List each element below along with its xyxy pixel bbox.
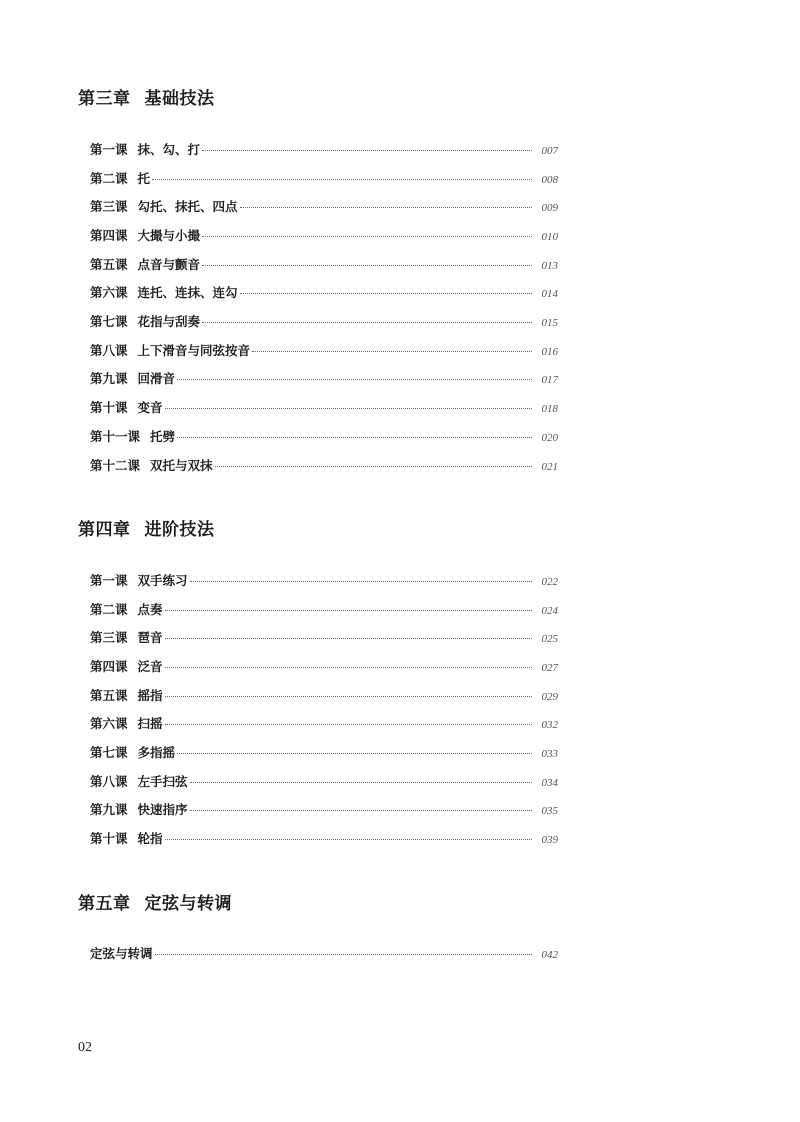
- lesson-number: 第四课: [90, 659, 128, 674]
- toc-entry[interactable]: [90, 283, 558, 303]
- page-ref: 027: [541, 662, 558, 674]
- page-ref: 017: [541, 374, 558, 386]
- page-ref: 020: [541, 432, 558, 444]
- lesson-title: 双托与双抹: [150, 458, 213, 473]
- dot-leader: [165, 638, 532, 639]
- lesson-number: 第四课: [90, 228, 128, 243]
- dot-leader: [165, 408, 532, 409]
- page-ref: 010: [541, 231, 558, 243]
- page-ref: 016: [541, 346, 558, 358]
- dot-leader: [155, 954, 532, 955]
- lesson-title: 双手练习: [137, 573, 188, 588]
- lesson-title: 多指摇: [137, 745, 176, 760]
- page-ref: 025: [541, 633, 558, 645]
- dot-leader: [152, 179, 532, 180]
- lesson-number: 第五课: [90, 688, 128, 703]
- dot-leader: [165, 724, 532, 725]
- dot-leader: [202, 265, 532, 266]
- toc-entry[interactable]: [90, 571, 558, 591]
- lesson-number: 第七课: [90, 745, 128, 760]
- lesson-number: 第十二课: [90, 458, 141, 473]
- page-ref: 042: [541, 949, 558, 961]
- page-ref: 032: [541, 719, 558, 731]
- toc-entry[interactable]: [90, 398, 558, 418]
- toc-entry[interactable]: [90, 427, 558, 447]
- page-ref: 009: [541, 202, 558, 214]
- lesson-title: 勾托、抹托、四点: [137, 199, 238, 214]
- toc-entry[interactable]: [90, 226, 558, 246]
- chapter-name: 定弦与转调: [144, 894, 232, 914]
- page-ref: 015: [541, 317, 558, 329]
- lesson-number: 第三课: [90, 630, 128, 645]
- lesson-title: 大撮与小撮: [137, 228, 201, 243]
- dot-leader: [190, 810, 532, 811]
- toc-entry[interactable]: [90, 600, 558, 620]
- lesson-title: 托: [137, 171, 151, 186]
- dot-leader: [165, 696, 532, 697]
- dot-leader: [165, 667, 532, 668]
- toc-entry[interactable]: [90, 714, 558, 734]
- dot-leader: [177, 437, 532, 438]
- dot-leader: [165, 839, 532, 840]
- lesson-title: 琶音: [137, 630, 163, 645]
- page-ref: 035: [541, 805, 558, 817]
- toc-entry[interactable]: [90, 456, 558, 476]
- lesson-title: 花指与刮奏: [137, 314, 201, 329]
- page-ref: 034: [541, 777, 558, 789]
- toc-entry[interactable]: [90, 829, 558, 849]
- chapter-number: 第三章: [78, 89, 131, 109]
- chapter-number: 第五章: [78, 894, 131, 914]
- page-ref: 021: [541, 461, 558, 473]
- chapter-name: 进阶技法: [144, 520, 215, 540]
- lesson-number: 第六课: [90, 716, 128, 731]
- page-ref: 039: [541, 834, 558, 846]
- dot-leader: [202, 322, 532, 323]
- lesson-number: 第九课: [90, 371, 128, 386]
- chapter-number: 第四章: [78, 520, 131, 540]
- page-ref: 014: [541, 288, 558, 300]
- chapter-title: [78, 515, 215, 540]
- toc-entry[interactable]: [90, 312, 558, 332]
- toc-entry[interactable]: [90, 772, 558, 792]
- toc-entry[interactable]: [90, 944, 558, 964]
- chapter-title: [78, 84, 215, 109]
- lesson-number: 第八课: [90, 774, 128, 789]
- lesson-number: 第八课: [90, 343, 128, 358]
- toc-entry[interactable]: [90, 657, 558, 677]
- toc-entry[interactable]: [90, 197, 558, 217]
- lesson-number: 第九课: [90, 802, 128, 817]
- toc-entry[interactable]: [90, 140, 558, 160]
- page-ref: 013: [541, 260, 558, 272]
- toc-entry[interactable]: [90, 800, 558, 820]
- lesson-title: 连托、连抹、连勾: [137, 285, 238, 300]
- lesson-number: 第十课: [90, 400, 128, 415]
- lesson-number: 第十课: [90, 831, 128, 846]
- dot-leader: [177, 753, 532, 754]
- lesson-number: 第一课: [90, 142, 128, 157]
- lesson-title: 回滑音: [137, 371, 176, 386]
- toc-entry[interactable]: [90, 743, 558, 763]
- dot-leader: [240, 293, 532, 294]
- dot-leader: [202, 150, 532, 151]
- toc-entry[interactable]: [90, 686, 558, 706]
- toc-entry[interactable]: [90, 341, 558, 361]
- lesson-title: 左手扫弦: [137, 774, 188, 789]
- page-ref: 008: [541, 174, 558, 186]
- lesson-number: 第六课: [90, 285, 128, 300]
- page-ref: 029: [541, 691, 558, 703]
- dot-leader: [177, 379, 532, 380]
- lesson-title: 点音与颤音: [137, 257, 201, 272]
- lesson-number: 第五课: [90, 257, 128, 272]
- lesson-number: 第七课: [90, 314, 128, 329]
- dot-leader: [215, 466, 532, 467]
- lesson-number: 第一课: [90, 573, 128, 588]
- page-ref: 007: [541, 145, 558, 157]
- lesson-number: 第十一课: [90, 429, 141, 444]
- lesson-number: 第二课: [90, 171, 128, 186]
- page-number: 02: [78, 1040, 92, 1055]
- lesson-number: 第二课: [90, 602, 128, 617]
- toc-entry[interactable]: [90, 255, 558, 275]
- chapter-name: 基础技法: [144, 89, 215, 109]
- page-ref: 018: [541, 403, 558, 415]
- page-ref: 022: [541, 576, 558, 588]
- chapter-title: [78, 889, 232, 914]
- dot-leader: [190, 782, 532, 783]
- dot-leader: [190, 581, 532, 582]
- dot-leader: [240, 207, 532, 208]
- dot-leader: [252, 351, 532, 352]
- lesson-title: 摇指: [137, 688, 163, 703]
- lesson-title: 上下滑音与同弦按音: [137, 343, 251, 358]
- toc-entry[interactable]: [90, 369, 558, 389]
- lesson-title: 点奏: [137, 602, 163, 617]
- lesson-title: 抹、勾、打: [137, 142, 201, 157]
- lesson-title: 扫摇: [137, 716, 163, 731]
- toc-entry[interactable]: [90, 169, 558, 189]
- lesson-title: 泛音: [137, 659, 163, 674]
- page-ref: 024: [541, 605, 558, 617]
- dot-leader: [202, 236, 532, 237]
- lesson-title: 定弦与转调: [90, 946, 153, 961]
- lesson-title: 轮指: [137, 831, 163, 846]
- lesson-title: 快速指序: [137, 802, 188, 817]
- lesson-title: 变音: [137, 400, 163, 415]
- lesson-number: 第三课: [90, 199, 128, 214]
- toc-entry[interactable]: [90, 628, 558, 648]
- dot-leader: [165, 610, 532, 611]
- lesson-title: 托劈: [150, 429, 176, 444]
- page-ref: 033: [541, 748, 558, 760]
